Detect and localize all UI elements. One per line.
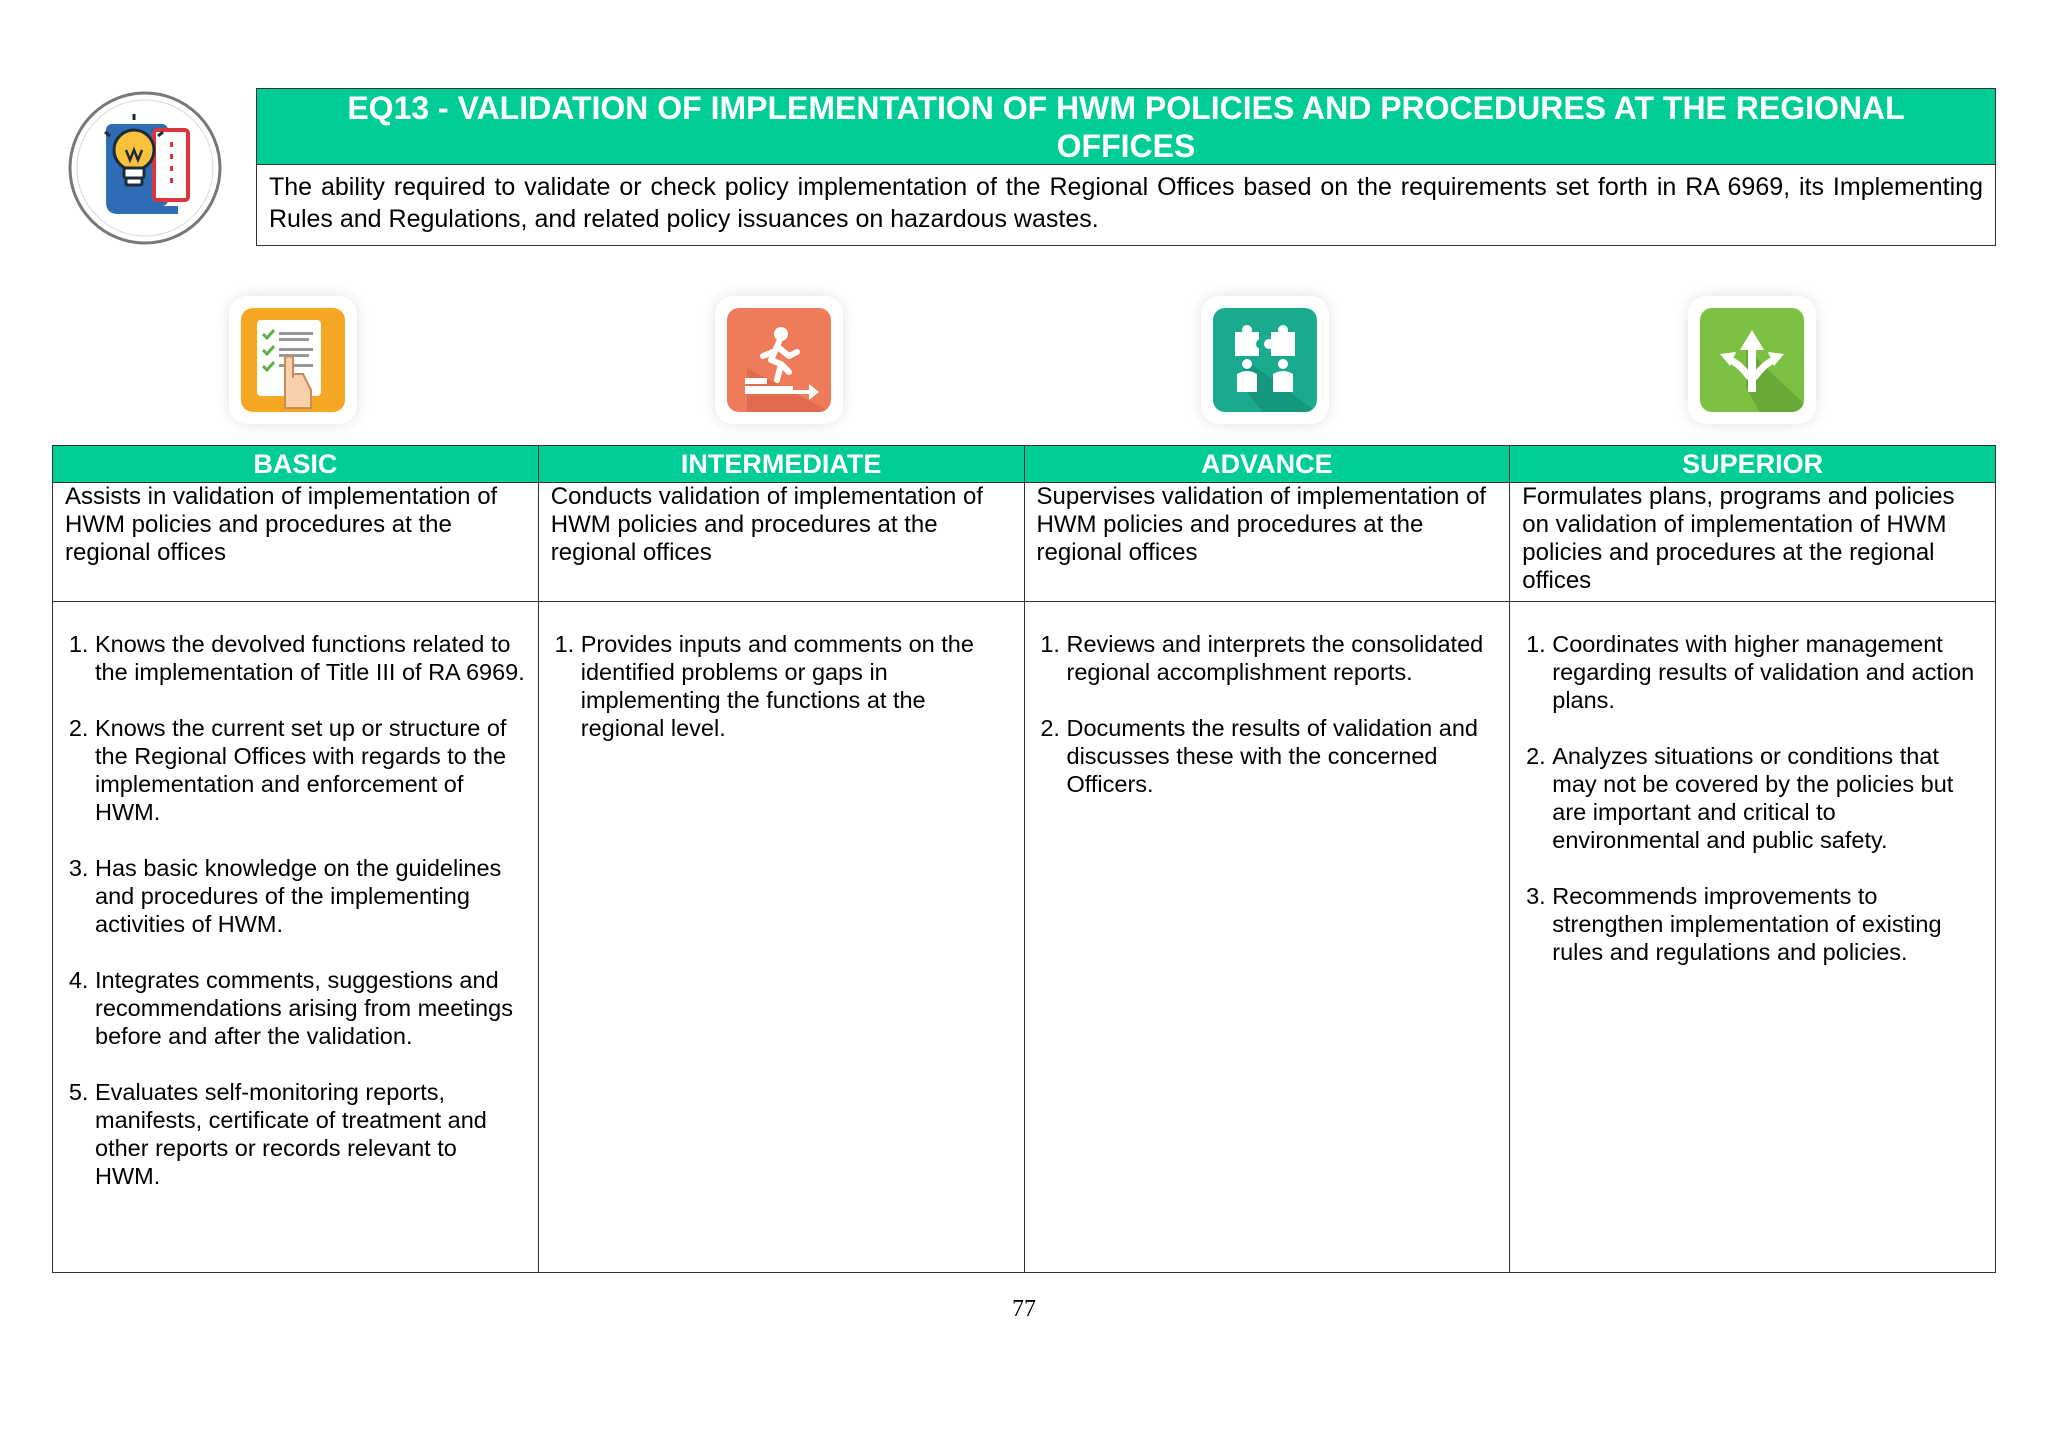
list-item: 3. Recommends improvements to strengthen implementation of existing rules and regulations and policies. [1552, 882, 1983, 966]
list-item: 2. Analyzes situations or conditions that may not be covered by the policies but are important and critical to environmental and public safety. [1552, 742, 1983, 854]
summary-advance: Supervises validation of implementation of HWM policies and procedures at the regional offices [1024, 483, 1510, 602]
competency-header [256, 88, 1996, 246]
indicator-list [1522, 630, 1983, 966]
level-indicators-row [53, 602, 1996, 1273]
list-item: 2. Knows the current set up or structure of the Regional Offices with regards to the implementation and enforcement of HWM. [95, 714, 526, 826]
direction-arrows-icon [1688, 296, 1816, 424]
list-item: 2. Documents the results of validation and discusses these with the concerned Officers. [1067, 714, 1498, 798]
puzzle-people-icon [1201, 296, 1329, 424]
indicators-advance [1024, 602, 1510, 1273]
page-number: 77 [1012, 1296, 1036, 1322]
indicators-superior [1510, 602, 1996, 1273]
level-header-intermediate: INTERMEDIATE [538, 446, 1024, 483]
stair-climber-icon [715, 296, 843, 424]
indicator-list [551, 630, 1012, 742]
level-header-row [53, 446, 1996, 483]
list-item: 1. Provides inputs and comments on the identified problems or gaps in implementing the functions at the regional level. [581, 630, 1012, 742]
indicators-intermediate [538, 602, 1024, 1273]
level-header-advance: ADVANCE [1024, 446, 1510, 483]
checklist-icon [229, 296, 357, 424]
lightbulb-book-icon [66, 90, 224, 246]
level-header-superior: SUPERIOR [1510, 446, 1996, 483]
summary-intermediate: Conducts validation of implementation of HWM policies and procedures at the regional offices [538, 483, 1024, 602]
summary-basic: Assists in validation of implementation of HWM policies and procedures at the regional offices [53, 483, 539, 602]
competency-title: EQ13 - VALIDATION OF IMPLEMENTATION OF HWM POLICIES AND PROCEDURES AT THE REGIONAL OFFICES [257, 89, 1995, 165]
level-header-basic: BASIC [53, 446, 539, 483]
list-item: 3. Has basic knowledge on the guidelines and procedures of the implementing activities of HWM. [95, 854, 526, 938]
indicator-list [1037, 630, 1498, 798]
list-item: 1. Knows the devolved functions related to the implementation of Title III of RA 6969. [95, 630, 526, 686]
list-item: 1. Reviews and interprets the consolidated regional accomplishment reports. [1067, 630, 1498, 686]
list-item: 4. Integrates comments, suggestions and recommendations arising from meetings before and after the validation. [95, 966, 526, 1050]
level-summary-row [53, 483, 1996, 602]
indicator-list [65, 630, 526, 1190]
competency-description: The ability required to validate or check policy implementation of the Regional Offices based on the requirements set forth in RA 6969, its Implementing Rules and Regulations, and related policy issuances on hazardous wastes. [269, 173, 1983, 233]
list-item: 1. Coordinates with higher management regarding results of validation and action plans. [1552, 630, 1983, 714]
proficiency-levels-table [52, 445, 1996, 1273]
indicators-basic [53, 602, 539, 1273]
list-item: 5. Evaluates self-monitoring reports, manifests, certificate of treatment and other reports or records relevant to HWM. [95, 1078, 526, 1190]
summary-superior: Formulates plans, programs and policies on validation of implementation of HWM policies and procedures at the regional offices [1510, 483, 1996, 602]
